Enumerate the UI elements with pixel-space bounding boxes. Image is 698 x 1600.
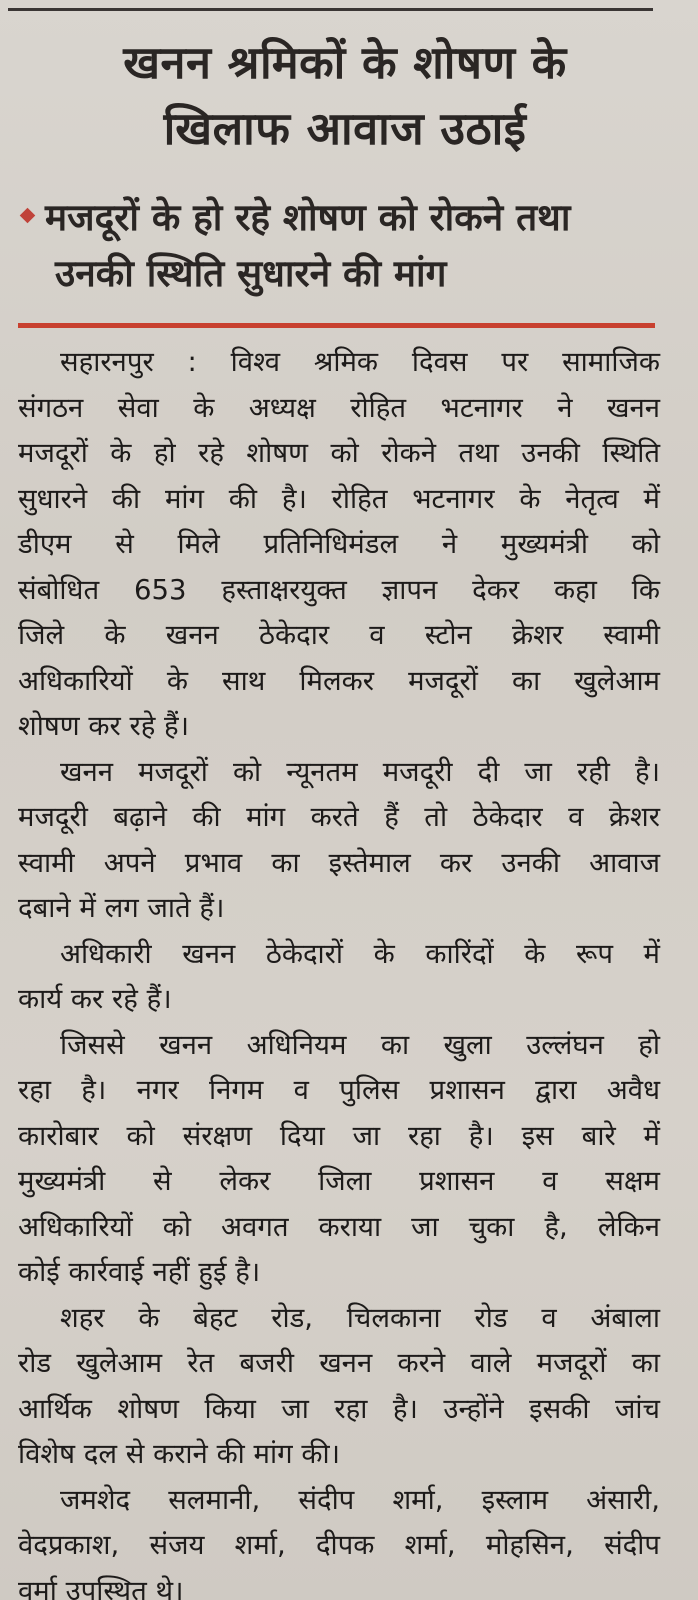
text-line: जिले के खनन ठेकेदार व स्टोन क्रेशर स्वामी (18, 619, 660, 651)
headline-line: खनन श्रमिकों के शोषण के (123, 36, 567, 89)
headline (40, 30, 650, 162)
text-line: अधिकारी खनन ठेकेदारों के कारिंदों के रूप में (60, 937, 660, 970)
paragraph (18, 1023, 660, 1296)
text-line: रोड खुलेआम रेत बजरी खनन करने वाले मजदूरों का (18, 1347, 660, 1379)
text-line: डीएम से मिले प्रतिनिधिमंडल ने मुख्यमंत्री को (18, 528, 660, 560)
subheadline-line: उनकी स्थिति सुधारने की मांग (55, 252, 447, 295)
accent-divider (18, 323, 655, 328)
text-line: कार्य कर रहे हैं। (18, 983, 172, 1015)
text-line: वर्मा उपस्थित थे। (18, 1574, 184, 1600)
paragraph (18, 1478, 660, 1600)
text-line: मजदूरों के हो रहे शोषण को रोकने तथा उनकी स्थिति (18, 437, 660, 469)
text-line: जमशेद सलमानी, संदीप शर्मा, इस्लाम अंसारी, (60, 1483, 660, 1516)
text-line: विशेष दल से कराने की मांग की। (18, 1438, 341, 1470)
paragraph (18, 1296, 660, 1478)
text-line: दबाने में लग जाते हैं। (18, 892, 225, 924)
text-line: कोई कार्रवाई नहीं हुई है। (18, 1256, 261, 1288)
paragraph (18, 750, 660, 932)
text-line: आर्थिक शोषण किया जा रहा है। उन्होंने इसकी जांच (18, 1392, 660, 1425)
text-line: सहारनपुर : विश्व श्रमिक दिवस पर सामाजिक (60, 346, 660, 378)
text-line: रहा है। नगर निगम व पुलिस प्रशासन द्वारा अवैध (18, 1074, 660, 1106)
text-line: संगठन सेवा के अध्यक्ष रोहित भटनागर ने खनन (18, 391, 660, 424)
text-line: जिससे खनन अधिनियम का खुला उल्लंघन हो (60, 1028, 660, 1061)
paragraph (18, 340, 660, 750)
text-line: वेदप्रकाश, संजय शर्मा, दीपक शर्मा, मोहसिन, संदीप (18, 1529, 660, 1561)
text-line: संबोधित 653 हस्ताक्षरयुक्त ज्ञापन देकर कहा कि (18, 573, 660, 606)
diamond-bullet-icon (20, 208, 36, 224)
subheadline-text: मजदूरों के हो रहे शोषण को रोकने तथा (45, 196, 571, 239)
subheadline-line (22, 190, 662, 246)
text-line: अधिकारियों को अवगत कराया जा चुका है, लेकिन (18, 1210, 660, 1243)
top-divider (8, 8, 653, 11)
headline-line: खिलाफ आवाज उठाई (163, 102, 527, 155)
text-line: स्वामी अपने प्रभाव का इस्तेमाल कर उनकी आवाज (18, 846, 660, 879)
text-line: खनन मजदूरों को न्यूनतम मजदूरी दी जा रही है। (60, 755, 660, 788)
paragraph (18, 932, 660, 1023)
text-line: मुख्यमंत्री से लेकर जिला प्रशासन व सक्षम (18, 1165, 660, 1197)
text-line: कारोबार को संरक्षण दिया जा रहा है। इस बारे में (18, 1119, 660, 1152)
text-line: मजदूरी बढ़ाने की मांग करते हैं तो ठेकेदार व क्रेशर (18, 801, 660, 833)
text-line: सुधारने की मांग की है। रोहित भटनागर के नेतृत्व में (18, 482, 660, 515)
subheadline (22, 190, 662, 302)
article-body (18, 340, 660, 1600)
text-line: अधिकारियों के साथ मिलकर मजदूरों का खुलेआम (18, 664, 660, 697)
text-line: शोषण कर रहे हैं। (18, 710, 190, 742)
text-line: शहर के बेहट रोड, चिलकाना रोड व अंबाला (60, 1301, 660, 1334)
